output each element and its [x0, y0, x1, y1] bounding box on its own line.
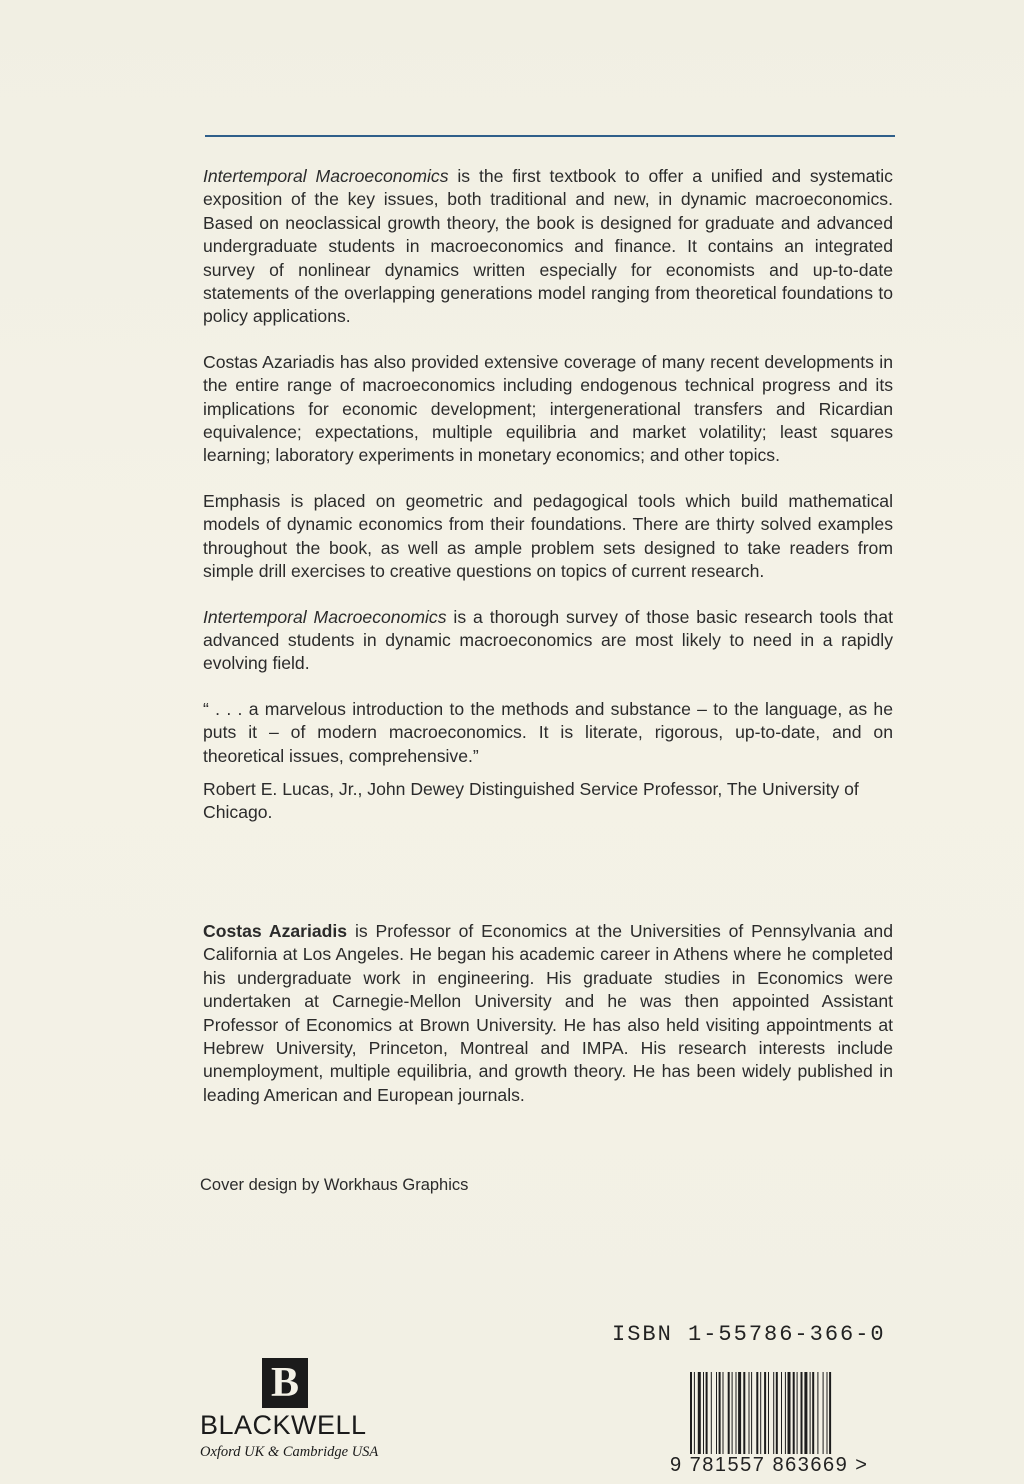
top-rule — [205, 135, 895, 137]
isbn-label: ISBN 1-55786-366-0 — [612, 1322, 886, 1347]
author-name: Costas Azariadis — [203, 921, 348, 941]
paragraph-coverage: Costas Azariadis has also provided extensive coverage of many recent developments in the entire range of macroeconomics including endogenous technical progress and its implications for economic development; intergenerational transfers and Ricardian equivalence; expectations, multiple equilibria and market volatility; least squares learning; laboratory experiments in monetary economics; and other topics. — [203, 351, 893, 466]
author-bio — [203, 920, 893, 1107]
publisher-logo — [200, 1358, 390, 1468]
book-title: Intertemporal Macroeconomics — [203, 166, 449, 186]
publisher-name: BLACKWELL — [200, 1410, 367, 1440]
publisher-mark-letter: B — [270, 1360, 299, 1406]
cover-credit: Cover design by Workhaus Graphics — [200, 1176, 469, 1194]
publisher-mark-icon — [262, 1358, 308, 1408]
quote-attribution: Robert E. Lucas, Jr., John Dewey Distinguished Service Professor, The University of Chicago. — [203, 778, 859, 823]
description-block — [203, 165, 893, 1105]
paragraph-survey-text: is a thorough survey of those basic research tools that advanced students in dynamic macroeconomics are most likely to need in a rapidly evolving field. — [203, 606, 893, 674]
paragraph-intro-text: is the first textbook to offer a unified and systematic exposition of the key issues, both traditional and new, in dynamic macroeconomics. Based on neoclassical growth theory, the book is designed for graduate and advanced undergraduate students in macroeconomics and finance. It contains an integrated survey of nonlinear dynamics written especially for economists and up-to-date statements of the overlapping generations model ranging from theoretical foundations to policy applications. — [203, 166, 893, 327]
barcode — [650, 1372, 890, 1484]
publisher-locations: Oxford UK & Cambridge USA — [200, 1444, 379, 1460]
review-quote: “ . . . a marvelous introduction to the methods and substance – to the language, as he puts it – of modern macroeconomics. It is literate, rigorous, up-to-date, and on theoretical issues, comprehensive.” — [203, 698, 893, 766]
book-title: Intertemporal Macroeconomics — [203, 606, 447, 627]
paragraph-survey — [203, 606, 893, 676]
barcode-number: 9 781557 863669 > — [670, 1454, 869, 1476]
paragraph-emphasis: Emphasis is placed on geometric and pedagogical tools which build mathematical models of dynamic economics from their foundations. There are thirty solved examples throughout the book, as well as ample problem sets designed to take readers from simple drill exercises to creative questions on topics of current research. — [203, 490, 893, 582]
author-bio-text: is Professor of Economics at the Universities of Pennsylvania and California at Los Angeles. He began his academic career in Athens where he completed his undergraduate work in engineering. His graduate studies in Economics were undertaken at Carnegie-Mellon University and he was then appointed Assistant Professor of Economics at Brown University. He has also held visiting appointments at Hebrew University, Princeton, Montreal and IMPA. His research interests include unemployment, multiple equilibria, and growth theory. He has been widely published in leading American and European journals. — [203, 921, 893, 1105]
paragraph-intro — [203, 165, 893, 329]
